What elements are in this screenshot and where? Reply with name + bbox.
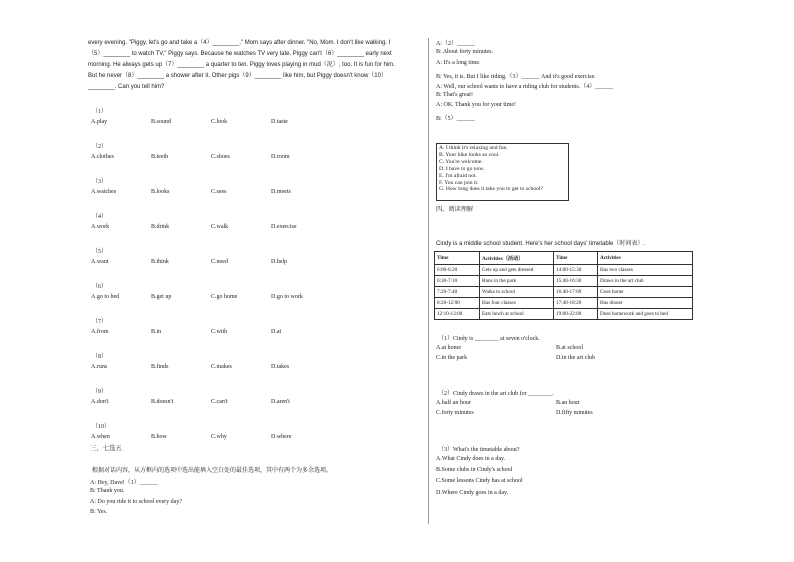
option-d[interactable]: D.room xyxy=(271,154,290,160)
option-d[interactable]: D.meets xyxy=(271,189,291,195)
option-c[interactable]: C.makes xyxy=(211,364,232,370)
header-cell: Activities xyxy=(598,252,693,265)
header-cell: Activities（活动） xyxy=(480,252,554,265)
reading-question-3: （3）What's the timetable about? xyxy=(438,447,520,453)
option-c[interactable]: C.shoes xyxy=(211,154,230,160)
option-d[interactable]: D.taste xyxy=(271,119,288,125)
table-cell: Does homework and goes to bed xyxy=(598,309,693,320)
table-row xyxy=(435,309,693,320)
option-b[interactable]: B.drink xyxy=(151,224,170,230)
box-option: D. I have to go now. xyxy=(439,165,485,172)
box-option: G. How long does it take you to get to school? xyxy=(439,186,543,193)
table-cell: Has dinner xyxy=(598,298,693,309)
table-cell: 19:00-22:00 xyxy=(554,309,598,320)
table-cell: 6:00-6:20 xyxy=(435,265,480,276)
option-b[interactable]: B.get up xyxy=(151,294,172,300)
box-option: C. You're welcome. xyxy=(439,158,483,165)
passage-line: morning. He always gets up（7）________ a quarter to ten. Piggy loves playing in mud（泥）, too. It is fun for him. xyxy=(88,62,395,68)
dialog-line: B: About forty minutes. xyxy=(436,49,493,55)
option-c[interactable]: C.can't xyxy=(211,399,228,405)
option-b[interactable]: B.looks xyxy=(151,189,170,195)
dialog-line: A: Hey, Dave!（1）______ xyxy=(90,480,158,486)
passage-line: （5）________ to watch TV," Piggy says. Because he watches TV very late, Piggy can't（6）________ early next xyxy=(88,51,392,57)
section-3-instruction: 根据对话内容，从方框内的选项中选出能填入空白处的最佳选项，其中有两个为多余选项。 xyxy=(92,468,333,474)
option-b[interactable]: B.teeth xyxy=(151,154,169,160)
option-a[interactable]: A.runs xyxy=(91,364,108,370)
table-cell: 14:00-15:30 xyxy=(554,265,598,276)
table-cell: 12:10-13:00 xyxy=(435,309,480,320)
option-c[interactable]: C.why xyxy=(211,434,227,440)
option-a[interactable]: A.watches xyxy=(91,189,117,195)
option-c[interactable]: C.go home xyxy=(211,294,238,300)
option-c[interactable]: C.sees xyxy=(211,189,227,195)
option-d[interactable]: D.takes xyxy=(271,364,290,370)
dialog-line: B: Yes. xyxy=(90,509,108,515)
option-c[interactable]: C.forty minutes xyxy=(436,410,474,416)
option-a[interactable]: A.don't xyxy=(91,399,109,405)
option-d[interactable]: D.aren't xyxy=(271,399,290,405)
dialog-line: A: OK. Thank you for your time! xyxy=(436,102,517,108)
option-d[interactable]: D.Where Cindy goes in a day. xyxy=(436,490,509,496)
option-a[interactable]: A.want xyxy=(91,259,109,265)
options-box xyxy=(436,143,569,201)
question-number: （3） xyxy=(92,179,108,185)
timetable-header-row xyxy=(435,252,693,265)
table-cell: Goes home xyxy=(598,287,693,298)
table-cell: 15:40-16:30 xyxy=(554,276,598,287)
question-number: （5） xyxy=(92,249,108,255)
passage-line: But he never（8）________ a shower after it. Other pigs（9）________ like him, but Piggy doesn't know（10） xyxy=(88,73,387,79)
option-b[interactable]: B.finds xyxy=(151,364,169,370)
reading-question-2: （2）Cindy draws in the art club for ________. xyxy=(438,391,554,397)
option-c[interactable]: C.Some lessons Cindy has at school xyxy=(436,478,523,484)
dialog-line: B:（5）______ xyxy=(436,116,475,122)
passage-line: every evening. "Piggy, let's go and take a（4）________," Mom says after dinner. "No, Mom. I don't like walking. I xyxy=(88,40,391,46)
table-cell: Walks to school xyxy=(480,287,554,298)
option-a[interactable]: A.at home xyxy=(436,345,461,351)
option-c[interactable]: C.need xyxy=(211,259,228,265)
option-b[interactable]: B.sound xyxy=(151,119,171,125)
table-cell: 8:20-12:00 xyxy=(435,298,480,309)
question-number: （10） xyxy=(92,424,111,430)
table-row xyxy=(435,276,693,287)
table-cell: Runs in the park xyxy=(480,276,554,287)
header-cell: Time xyxy=(435,252,480,265)
table-cell: Gets up and gets dressed xyxy=(480,265,554,276)
option-b[interactable]: B.at school xyxy=(556,345,583,351)
option-d[interactable]: D.at xyxy=(271,329,282,335)
table-cell: Has two classes xyxy=(598,265,693,276)
option-a[interactable]: A.go to bed xyxy=(91,294,120,300)
reading-question-1: （1）Cindy is ________ at seven o'clock. xyxy=(438,336,540,342)
dialog-line: A: Well, our school wants to have a riding club for students.（4）______ xyxy=(436,84,614,90)
question-number: （2） xyxy=(92,144,108,150)
option-b[interactable]: B.doesn't xyxy=(151,399,174,405)
option-b[interactable]: B.think xyxy=(151,259,169,265)
dialog-line: A:（2）______ xyxy=(436,41,476,47)
dialog-line: B: Yes, it is. But I like riding.（3）______ And it's good exercise. xyxy=(436,74,596,80)
dialog-line: A: It's a long time. xyxy=(436,60,481,66)
option-b[interactable]: B.an hour xyxy=(556,400,580,406)
table-row xyxy=(435,287,693,298)
table-cell: 6:30-7:10 xyxy=(435,276,480,287)
dialog-line: A: Do you ride it to school every day? xyxy=(90,499,182,505)
column-divider xyxy=(428,38,429,524)
box-option: E. I'm afraid not. xyxy=(439,172,477,179)
option-d[interactable]: D.exercise xyxy=(271,224,297,230)
table-row xyxy=(435,298,693,309)
cloze-passage xyxy=(88,38,422,93)
box-option: F. You can join it. xyxy=(439,179,479,186)
option-d[interactable]: D.where xyxy=(271,434,292,440)
option-b[interactable]: B.in xyxy=(151,329,162,335)
table-cell: 7:20-7:40 xyxy=(435,287,480,298)
option-b[interactable]: B.how xyxy=(151,434,167,440)
option-c[interactable]: C.in the park xyxy=(436,355,468,361)
option-a[interactable]: A.when xyxy=(91,434,110,440)
question-number: （6） xyxy=(92,284,108,290)
table-row xyxy=(435,265,693,276)
table-cell: Has four classes xyxy=(480,298,554,309)
question-number: （8） xyxy=(92,354,108,360)
section-4-title: 四、阅读理解 xyxy=(436,206,474,213)
option-d[interactable]: D.help xyxy=(271,259,288,265)
box-option: A. I think it's relaxing and fun. xyxy=(439,145,508,151)
box-option: B. Your bike looks so cool. xyxy=(439,151,500,158)
table-cell: Eats lunch at school xyxy=(480,309,554,320)
question-number: （4） xyxy=(92,214,108,220)
option-c[interactable]: C.with xyxy=(211,329,228,335)
table-cell: 16:40-17:00 xyxy=(554,287,598,298)
option-d[interactable]: D.go to work xyxy=(271,294,303,300)
option-a[interactable]: A.What Cindy does in a day. xyxy=(436,456,506,462)
option-a[interactable]: A.from xyxy=(91,329,109,335)
option-a[interactable]: A.clothes xyxy=(91,154,114,160)
option-d[interactable]: D.in the art club xyxy=(556,355,595,361)
passage-line: ________. Can you tell him? xyxy=(88,84,165,90)
table-cell: 17:40-18:20 xyxy=(554,298,598,309)
question-number: （7） xyxy=(92,319,108,325)
section-3-title: 三、七选五 xyxy=(90,445,122,452)
timetable xyxy=(434,251,693,320)
question-number: （1） xyxy=(92,109,108,115)
table-cell: Draws in the art club xyxy=(598,276,693,287)
question-number: （9） xyxy=(92,389,108,395)
option-b[interactable]: B.Some clubs in Cindy's school xyxy=(436,467,513,473)
option-a[interactable]: A.work xyxy=(91,224,110,230)
option-d[interactable]: D.fifty minutes xyxy=(556,410,593,416)
option-c[interactable]: C.walk xyxy=(211,224,229,230)
header-cell: Time xyxy=(554,252,598,265)
reading-intro: Cindy is a middle school student. Here's her school days' timetable（时间表）. xyxy=(436,241,646,247)
dialog-line: B: Thank you. xyxy=(90,488,125,494)
option-a[interactable]: A.play xyxy=(91,119,108,125)
dialog-line: B: That's great! xyxy=(436,92,473,98)
option-c[interactable]: C.look xyxy=(211,119,228,125)
option-a[interactable]: A.half an hour xyxy=(436,400,471,406)
